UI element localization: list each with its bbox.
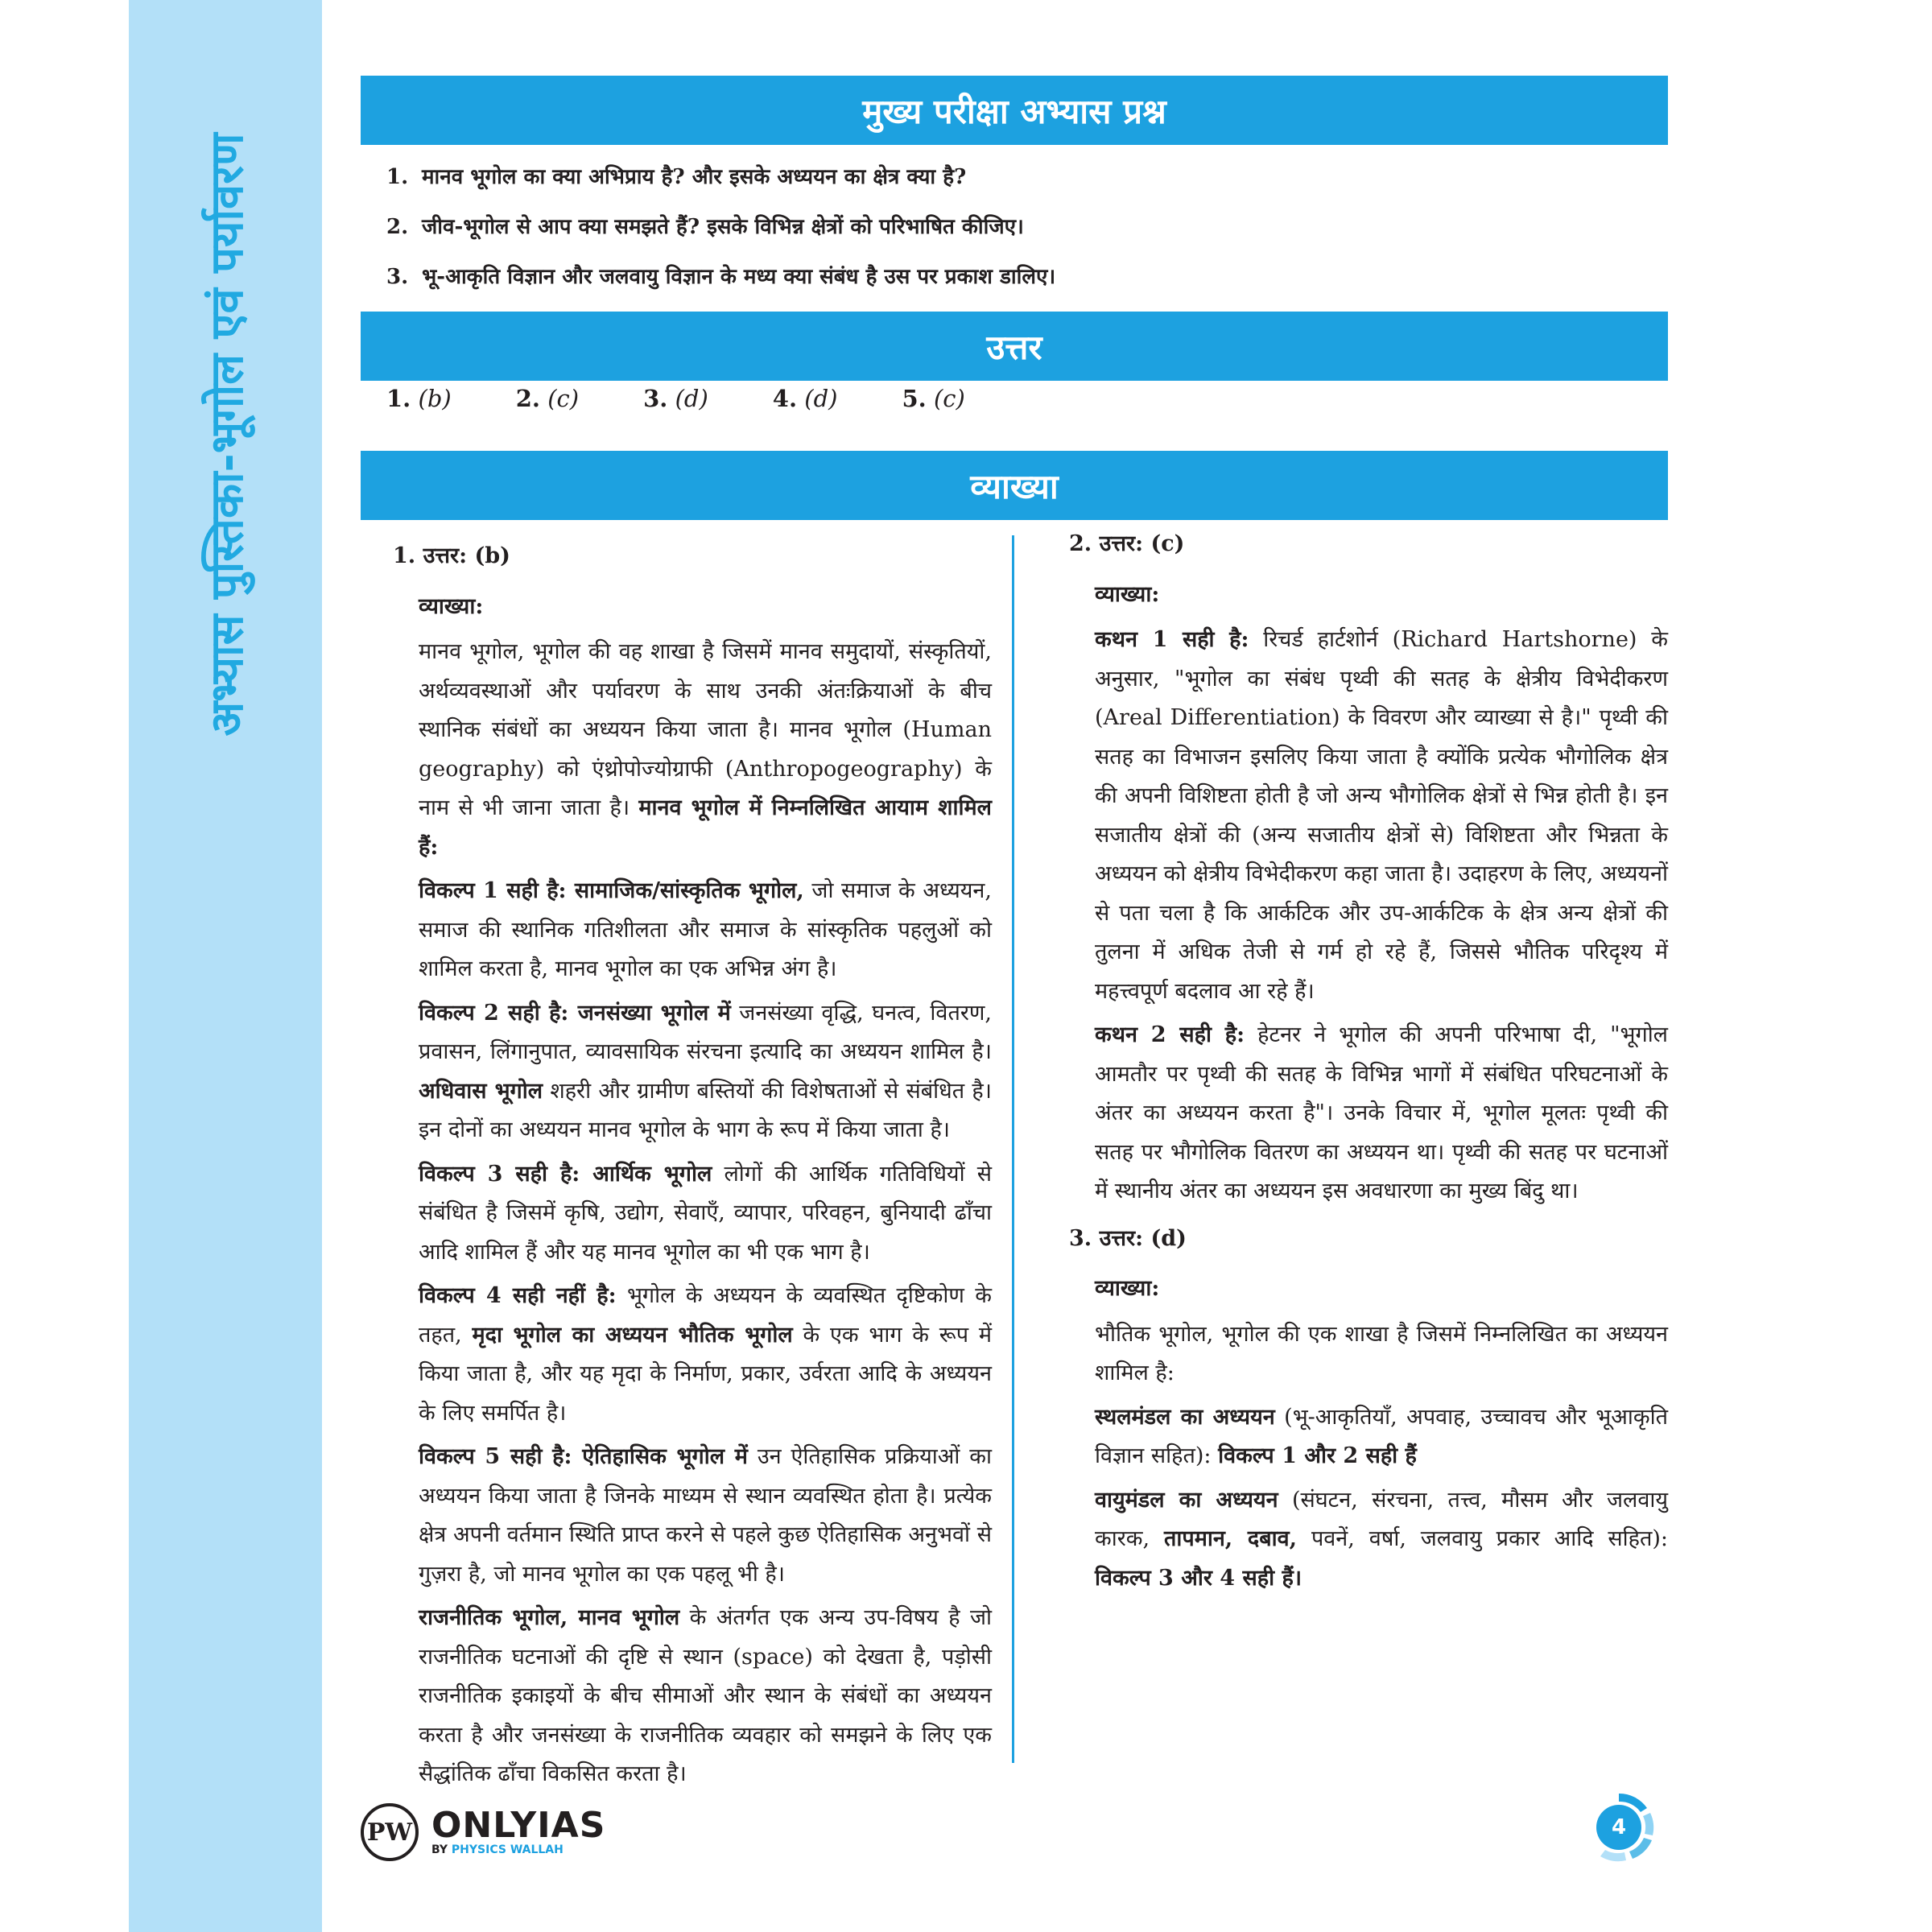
brand-logo [361,1803,605,1861]
brand-subtitle: BY PHYSICS WALLAH [431,1843,564,1856]
paragraph: वायुमंडल का अध्ययन (संघटन, संरचना, तत्त्व, मौसम और जलवायु कारक, तापमान, दबाव, पवनें, वर्षा, जलवायु प्रकार आदि सहित): विकल्प 3 और 4 सही हैं। [1095,1487,1669,1591]
column-divider [1012,535,1014,1763]
question-list [386,153,1658,303]
explanation-label: व्याख्या: [419,593,484,619]
brand-by: BY [431,1843,448,1856]
paragraph: विकल्प 3 सही है: आर्थिक भूगोल लोगों की आर्थिक गतिविधियों से संबंधित है जिसमें कृषि, उद्योग, सेवाएँ, व्यापार, परिवहन, बुनियादी ढाँचा आदि शामिल हैं और यह मानव भूगोल का भी एक भाग है। [419,1161,992,1265]
sidebar-title: अभ्यास पुस्तिका-भूगोल एवं पर्यावरण [201,133,254,737]
answer-item: 3. (d) [643,385,708,412]
explanations-banner: व्याख्या [361,451,1668,520]
explanation-label: व्याख्या: [1095,1276,1160,1301]
explanation-label: व्याख्या: [1095,581,1160,607]
brand-name: ONLYIAS [431,1805,606,1846]
brand-text [431,1805,606,1856]
paragraph: मानव भूगोल, भूगोल की वह शाखा है जिसमें मानव समुदायों, संस्कृतियों, अर्थव्यवस्थाओं और पर्यावरण के साथ उनकी अंतःक्रियाओं के बीच स्थानिक संबंधों का अध्ययन किया जाता है। मानव भूगोल (Human geography) को एंथ्रोपोज्योग्राफी (Anthropogeography) के नाम से भी जाना जाता है। मानव भूगोल में निम्नलिखित आयाम शामिल हैं: [419,639,992,860]
answer-item: 1. (b) [386,385,452,412]
question-item: 2. जीव-भूगोल से आप क्या समझते हैं? इसके विभिन्न क्षेत्रों को परिभाषित कीजिए। [386,215,1024,239]
answer-heading-1: 1. उत्तर: (b) [393,543,510,568]
answer-key [386,385,1030,412]
paragraph: राजनीतिक भूगोल, मानव भूगोल के अंतर्गत एक अन्य उप-विषय है जो राजनीतिक घटनाओं की दृष्टि से स्थान (space) को देखता है, पड़ोसी राजनीतिक इकाइयों के बीच सीमाओं और स्थान के संबंधों का अध्ययन करता है और जनसंख्या के राजनीतिक व्यवहार को समझने के लिए एक सैद्धांतिक ढाँचा विकसित करता है। [419,1605,992,1786]
question-item: 3. भू-आकृति विज्ञान और जलवायु विज्ञान के मध्य क्या संबंध है उस पर प्रकाश डालिए। [386,265,1056,289]
answer-item: 4. (d) [772,385,838,412]
paragraph: कथन 1 सही है: रिचर्ड हार्टशोर्न (Richard Hartshorne) के अनुसार, "भूगोल का संबंध पृथ्वी की सतह के क्षेत्रीय विभेदीकरण (Areal Differentiation) के विवरण और व्याख्या से है।" पृथ्वी की सतह का विभाजन इसलिए किया जाता है क्योंकि प्रत्येक भौगोलिक क्षेत्र की अपनी विशिष्टता होती है जो अन्य भौगोलिक क्षेत्रों से भिन्न होती है। इन सजातीय क्षेत्रों की (अन्य सजातीय क्षेत्रों से) विशिष्टता और भिन्नता के अध्ययन को क्षेत्रीय विभेदीकरण कहा जाता है। उदाहरण के लिए, अध्ययनों से पता चला है कि आर्कटिक और उप-आर्कटिक के क्षेत्र अन्य क्षेत्रों की तुलना में अधिक तेजी से गर्म हो रहे हैं, जिससे भौतिक परिदृश्य में महत्त्वपूर्ण बदलाव आ रहे हैं। [1095,627,1668,1004]
pw-logo-icon: PW [361,1803,419,1861]
paragraph: भौतिक भूगोल, भूगोल की एक शाखा है जिसमें निम्नलिखित का अध्ययन शामिल है: [1095,1321,1668,1385]
page-number: 4 [1611,1815,1627,1839]
paragraph: कथन 2 सही है: हेटनर ने भूगोल की अपनी परिभाषा दी, "भूगोल आमतौर पर पृथ्वी की सतह के विभिन्न भागों में संबंधित परिघटनाओं के अंतर का अध्ययन करता है"। उनके विचार में, भूगोल मूलतः पृथ्वी की सतह पर भौगोलिक वितरण का अध्ययन था। पृथ्वी की सतह पर घटनाओं में स्थानीय अंतर का अध्ययन इस अवधारणा का मुख्य बिंदु था। [1095,1022,1668,1203]
paragraph: विकल्प 5 सही है: ऐतिहासिक भूगोल में उन ऐतिहासिक प्रक्रियाओं का अध्ययन किया जाता है जिनके माध्यम से स्थान व्यवस्थित होता है। प्रत्येक क्षेत्र अपनी वर्तमान स्थिति प्राप्त करने से पहले कुछ ऐतिहासिक अनुभवों से गुज़रा है, जो मानव भूगोल का एक पहलू भी है। [419,1444,992,1587]
question-item: 1. मानव भूगोल का क्या अभिप्राय है? और इसके अध्ययन का क्षेत्र क्या है? [386,165,967,189]
answer-heading-3: 3. उत्तर: (d) [1069,1225,1187,1251]
answer-item: 5. (c) [902,385,965,412]
answer-item: 2. (c) [515,385,580,412]
questions-banner: मुख्य परीक्षा अभ्यास प्रश्न [361,76,1668,145]
paragraph: स्थलमंडल का अध्ययन (भू-आकृतियाँ, अपवाह, उच्चावच और भूआकृति विज्ञान सहित): विकल्प 1 और 2 सही हैं [1095,1404,1668,1468]
paragraph: विकल्प 1 सही है: सामाजिक/सांस्कृतिक भूगोल, जो समाज के अध्ययन, समाज की स्थानिक गतिशीलता और समाज के सांस्कृतिक पहलुओं को शामिल करता है, मानव भूगोल का एक अभिन्न अंग है। [419,878,992,981]
paragraph: विकल्प 2 सही है: जनसंख्या भूगोल में जनसंख्या वृद्धि, घनत्व, वितरण, प्रवासन, लिंगानुपात, व्यावसायिक संरचना इत्यादि का अध्ययन शामिल है। अधिवास भूगोल शहरी और ग्रामीण बस्तियों की विशेषताओं से संबंधित है। इन दोनों का अध्ययन मानव भूगोल के भाग के रूप में किया जाता है। [419,1000,992,1142]
paragraph: विकल्प 4 सही नहीं है: भूगोल के अध्ययन के व्यवस्थित दृष्टिकोण के तहत, मृदा भूगोल का अध्ययन भौतिक भूगोल के एक भाग के रूप में किया जाता है, और यह मृदा के निर्माण, प्रकार, उर्वरता आदि के अध्ययन के लिए समर्पित है। [419,1283,992,1426]
answer-heading-2: 2. उत्तर: (c) [1069,531,1185,556]
explanation-column-left [393,537,992,1799]
answers-banner: उत्तर [361,312,1668,381]
explanation-column-right [1069,525,1669,1603]
